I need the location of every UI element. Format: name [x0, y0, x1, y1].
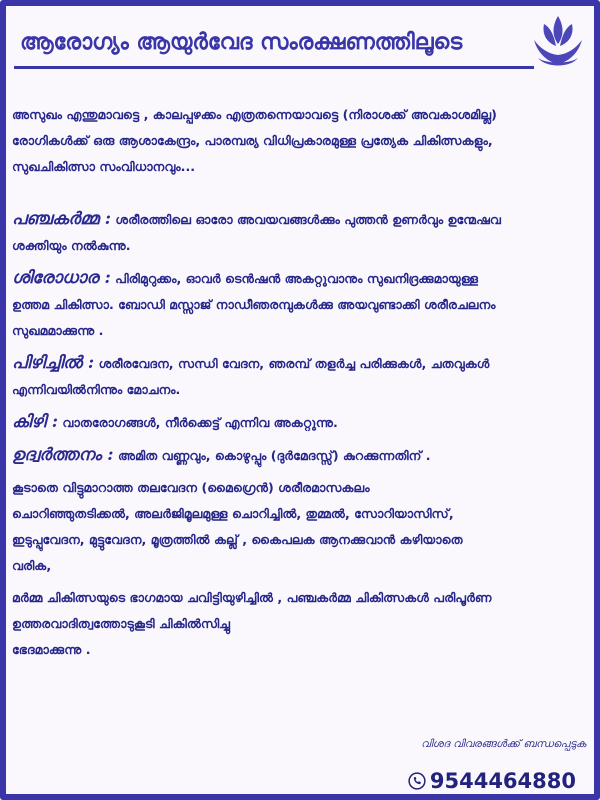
treatment-udvarthanam	[12, 442, 588, 469]
treatment-desc-line: വാതരോഗങ്ങൾ, നീർക്കെട്ട് എന്നിവ അകറ്റുന്നു.	[62, 415, 338, 430]
page-title: ആരോഗ്യം ആയുർവേദ സംരക്ഷണത്തിലൂടെ	[20, 30, 463, 55]
intro-paragraph	[12, 102, 588, 180]
treatment-desc-line: പിരിമുറുക്കം, ഓവർ ടെൻഷൻ അകറ്റുവാനും സുഖനിദ്രക്കുമായുള്ള	[115, 271, 479, 286]
phone-number[interactable]	[408, 769, 576, 793]
lotus-hands-logo-icon	[530, 12, 586, 74]
treatment-panchakarma	[12, 206, 588, 259]
treatment-term: ശിരോധാര :	[12, 268, 111, 288]
treatment-term: പിഴിച്ചിൽ :	[12, 353, 95, 373]
title-underline	[14, 66, 534, 69]
treatment-desc-line: എന്നിവയിൽനിന്നും മോചനം.	[12, 382, 181, 397]
closing-paragraph	[12, 585, 588, 663]
treatment-shirodhara	[12, 265, 588, 344]
additional-line: വരിക,	[12, 558, 52, 573]
flyer-body	[12, 102, 588, 669]
header	[6, 6, 594, 76]
phone-number-text: 9544464880	[429, 769, 576, 793]
intro-line: അസുഖം എന്തുമാവട്ടെ , കാലപ്പഴക്കം എത്രതന്നെയാവട്ടെ (നിരാശക്ക് അവകാശമില്ല)	[12, 107, 497, 122]
intro-line: രോഗികൾക്ക് ഒരു ആശാകേന്ദ്രം, പാരമ്പര്യ വിധിപ്രകാരമുള്ള പ്രത്യേക ചികിത്സകളും,	[12, 133, 493, 148]
treatment-desc-line: ശരീരത്തിലെ ഓരോ അവയവങ്ങൾക്കും പുത്തൻ ഉണർവും ഉന്മേഷവ	[115, 212, 501, 227]
treatment-kizhi	[12, 409, 588, 436]
closing-line: ഉത്തരവാദിത്വത്തോടുകൂടി ചികിൽസിച്ചു	[12, 616, 231, 631]
phone-icon	[408, 772, 426, 790]
treatment-term: പഞ്ചകർമ്മ :	[12, 209, 111, 229]
additional-conditions	[12, 475, 588, 579]
treatment-desc-line: സുഖമമാക്കുന്നു .	[12, 323, 104, 338]
treatment-term: ഉദ്വർത്തനം :	[12, 445, 114, 465]
closing-line: മർമ്മ ചികിത്സയുടെ ഭാഗമായ ചവിട്ടിയുഴിച്ചിൽ , പഞ്ചകർമ്മ ചികിത്സകൾ പരിപൂർണ	[12, 590, 492, 605]
contact-note: വിശദ വിവരങ്ങൾക്ക് ബന്ധപ്പെടുക	[421, 738, 586, 750]
intro-line: സുഖചികിത്സാ സംവിധാനവും...	[12, 159, 196, 174]
additional-line: ഇടുപ്പുവേദന, മുട്ടുവേദന, മൂത്രത്തിൽ കല്ല് , കൈപലക ആനക്കുവാൻ കഴിയാതെ	[12, 532, 463, 547]
treatment-pizhichil	[12, 350, 588, 403]
treatment-desc-line: അമിത വണ്ണവും, കൊഴുപ്പും (ദുർമേദസ്സ്) കുറക്കുന്നതിന് .	[117, 448, 431, 463]
additional-line: ചൊറിഞ്ഞുതടിക്കൽ, അലർജിമൂലമുള്ള ചൊറിച്ചിൽ, തുമ്മൽ, സോറിയാസിസ്,	[12, 506, 454, 521]
additional-line: കൂടാതെ വിട്ടുമാറാത്ത തലവേദന (മൈഗ്രെൻ) ശരീരമാസകലം	[12, 480, 370, 495]
treatment-desc-line: ശരീരവേദന, സന്ധി വേദന, ഞരമ്പ് തളർച്ച പരിക്കുകൾ, ചതവുകൾ	[98, 356, 490, 371]
treatment-desc-line: ഉത്തമ ചികിത്സാ. ബോഡി മസ്സാജ് നാഡീഞരമ്പുകൾക്കു അയവുണ്ടാക്കി ശരീരചലനം	[12, 297, 496, 312]
closing-line: ഭേദമാക്കുന്നു .	[12, 642, 91, 657]
treatment-desc-line: ശക്തിയും നൽകുന്നു.	[12, 238, 131, 253]
treatment-term: കിഴി :	[12, 412, 59, 432]
